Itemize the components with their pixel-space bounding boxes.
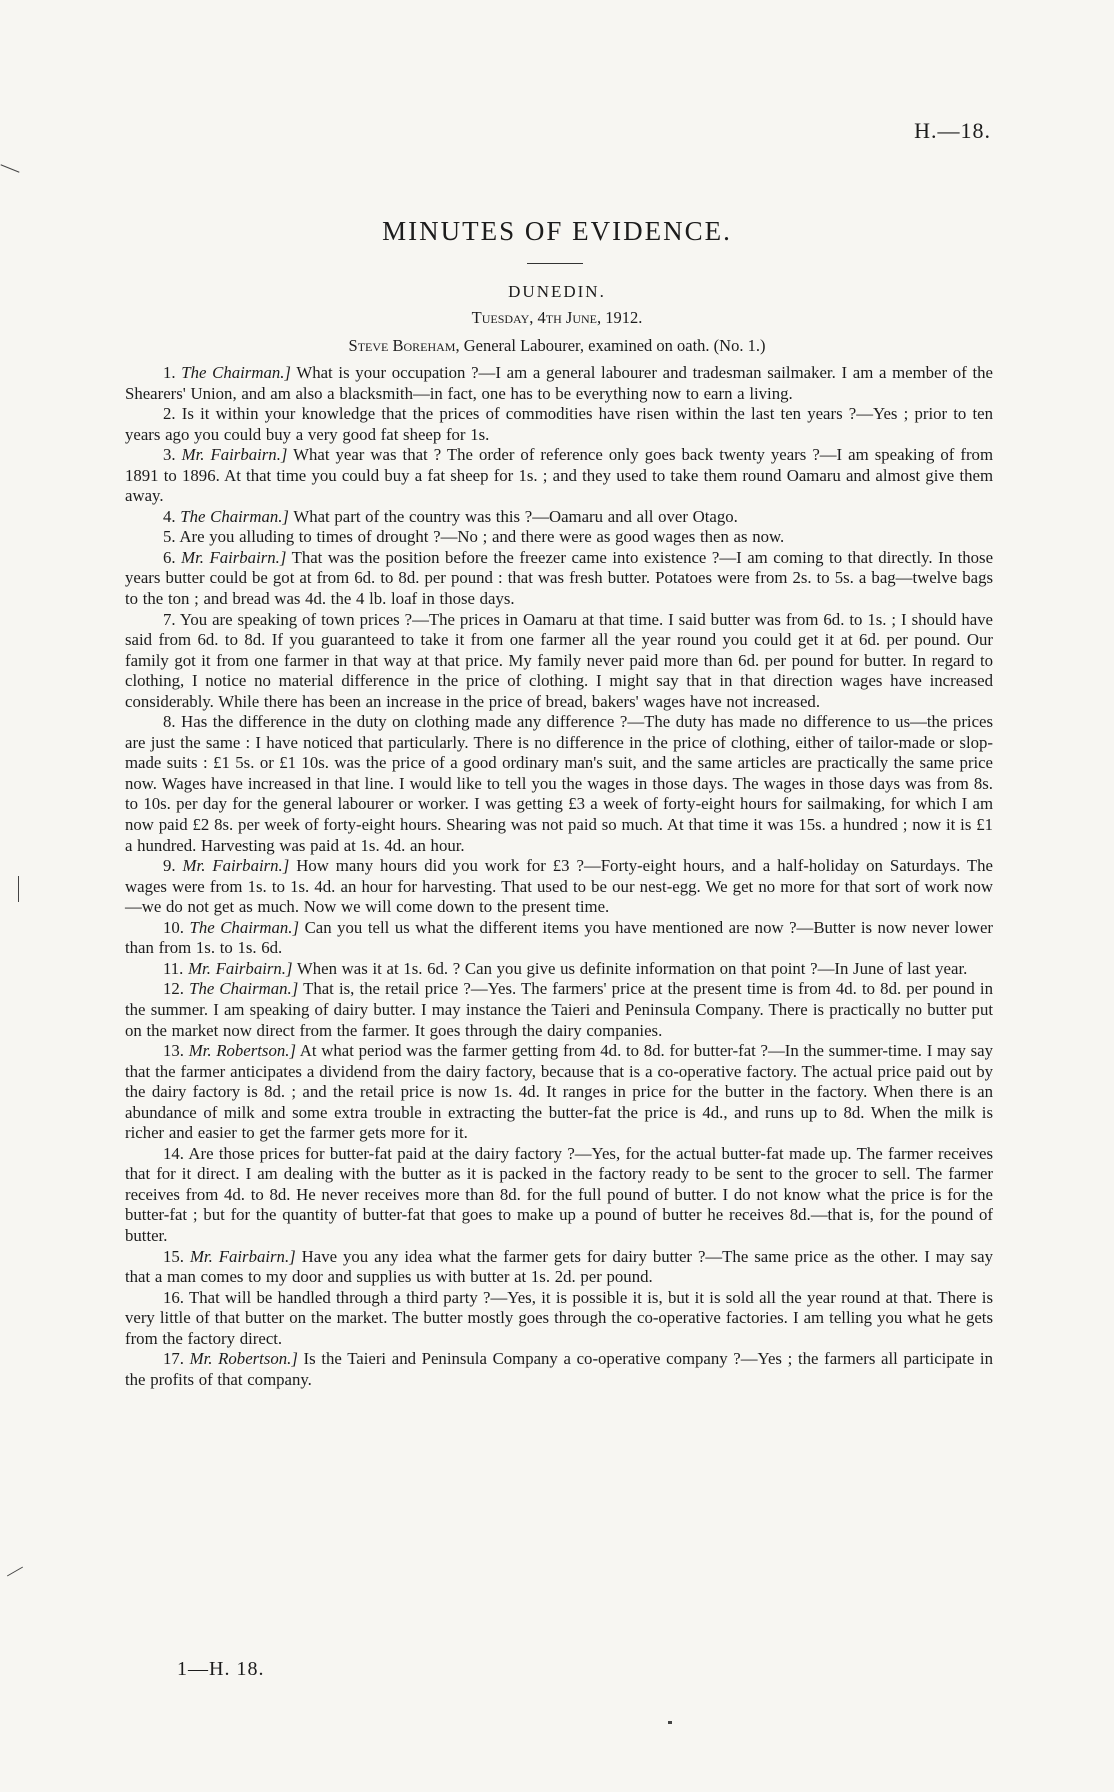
scan-mark	[7, 1567, 23, 1577]
question-text: What year was that ? The order of reference only goes back twenty years ?—I am speaking of from 1891 to 1896. At that time you could buy a fat sheep for 1s. ; and they used to take them round Oamaru and almost give them away.	[125, 445, 993, 506]
speaker-label: The Chairman.]	[189, 979, 299, 999]
question-number: 11.	[163, 958, 184, 978]
question-number: 10.	[163, 917, 184, 937]
evidence-paragraph	[125, 1041, 993, 1144]
speaker-label: The Chairman.]	[181, 363, 291, 382]
evidence-body	[125, 363, 993, 1390]
question-number: 2.	[163, 404, 176, 424]
question-text: Are you alluding to times of drought ?—No ; and there were as good wages then as now.	[175, 527, 785, 547]
question-text: That is, the retail price ?—Yes. The farmers' price at the present time is from 4d. to 8d. per pound in the summer. I am speaking of dairy butter. I may instance the Taieri and Peninsula Company. There is practically no butter put on the market now direct from the farmer. It goes through the dairy companies.	[125, 979, 993, 1040]
page-reference: H.—18.	[914, 118, 991, 143]
scan-mark	[668, 1721, 672, 1724]
question-text: At what period was the farmer getting from 4d. to 8d. for butter-fat ?—In the summer-time. I may say that the farmer anticipates a dividend from the dairy factory, because that is a co-operative factory. The actual price paid out by the dairy factory is 8d. ; and the retail price is now 1s. 4d. It ranges in price for the butter in the factory. When there is an abundance of milk and some extra trouble in extracting the butter-fat the price is 4d., and runs up to 8d. When the milk is richer and easier to get the farmer gets more for it.	[125, 1041, 993, 1143]
question-text: Has the difference in the duty on clothing made any difference ?—The duty has made no difference to us—the prices are just the same : I have noticed that particularly. There is no difference in the price of clothing, either of tailor-made or slop-made suits : £1 5s. or £1 10s. was the price of a good ordinary man's suit, and the same articles are practically the same price now. Wages have increased in that line. I would like to tell you the wages in those days. The wages in those days was from 8s. to 10s. per day for the general labourer or worker. I was getting £3 a week of forty-eight hours for sailmaking, for which I am now paid £2 8s. per week of forty-eight hours. Shearing was not paid so much. At that time it was 15s. a hundred ; now it is £1 a hundred. Harvesting was paid at 1s. 4d. an hour.	[125, 712, 993, 855]
evidence-paragraph	[125, 363, 993, 404]
question-number: 8.	[163, 712, 176, 732]
question-text: What is your occupation ?—I am a general labourer and tradesman sailmaker. I am a member of the Shearers' Union, and am also a blacksmith—in fact, one has to be everything now to earn a living.	[125, 363, 993, 403]
evidence-paragraph	[125, 1288, 993, 1350]
question-number: 14.	[163, 1143, 184, 1163]
evidence-paragraph	[125, 404, 993, 445]
evidence-paragraph	[125, 959, 993, 980]
question-number: 15.	[163, 1246, 184, 1266]
evidence-paragraph	[125, 856, 993, 918]
title-divider	[527, 263, 583, 264]
scan-mark	[1, 164, 20, 172]
scan-mark	[18, 876, 19, 902]
question-text: Is the Taieri and Peninsula Company a co-operative company ?—Yes ; the farmers all participate in the profits of that company.	[125, 1349, 993, 1389]
evidence-paragraph	[125, 1247, 993, 1288]
sheet-reference: 1—H. 18.	[177, 1658, 265, 1680]
speaker-label: Mr. Fairbairn.]	[181, 547, 287, 567]
question-number: 6.	[163, 547, 176, 567]
evidence-paragraph	[125, 712, 993, 856]
question-number: 12.	[163, 979, 184, 999]
question-number: 4.	[163, 506, 176, 526]
place-heading: DUNEDIN.	[508, 282, 606, 301]
question-number: 7.	[163, 609, 176, 629]
speaker-label: Mr. Fairbairn.]	[189, 1246, 296, 1266]
witness-heading	[0, 336, 1114, 356]
question-text: You are speaking of town prices ?—The prices in Oamaru at that time. I said butter was from 6d. to 1s. ; I should have said from 6d. to 8d. If you guaranteed to take it from one farmer all the year round you could get it at 6d. per pound. Our family got it from one farmer in that way at that price. My family never paid more than 6d. per pound for butter. In regard to clothing, I notice no material difference in the price of clothing. I might say that in that direction wages have increased considerably. While there has been an increase in the price of bread, bakers' wages have not increased.	[125, 609, 993, 711]
evidence-paragraph	[125, 918, 993, 959]
question-number: 16.	[163, 1287, 184, 1307]
evidence-paragraph	[125, 1349, 993, 1390]
speaker-label: The Chairman.]	[180, 506, 289, 526]
question-number: 13.	[163, 1041, 184, 1061]
question-number: 9.	[163, 856, 176, 876]
evidence-paragraph	[125, 527, 993, 548]
question-text: Have you any idea what the farmer gets for dairy butter ?—The same price as the other. I may say that a man comes to my door and supplies us with butter at 1s. 2d. per pound.	[125, 1246, 994, 1287]
speaker-label: Mr. Robertson.]	[188, 1041, 296, 1061]
question-number: 17.	[163, 1349, 184, 1369]
speaker-label: The Chairman.]	[189, 917, 300, 937]
question-number: 1.	[163, 363, 176, 382]
question-text: Can you tell us what the different items you have mentioned are now ?—Butter is now never lower than from 1s. to 1s. 6d.	[125, 917, 993, 958]
evidence-paragraph	[125, 610, 993, 713]
speaker-label: Mr. Fairbairn.]	[182, 856, 290, 876]
question-text: What part of the country was this ?—Oamaru and all over Otago.	[288, 506, 738, 526]
evidence-paragraph	[125, 548, 993, 610]
question-text: That will be handled through a third party ?—Yes, it is possible it is, but it is sold all the year round at that. There is very little of that butter on the market. The butter mostly goes through the co-operative factories. I am telling you what he gets from the factory direct.	[125, 1287, 993, 1348]
speaker-label: Mr. Fairbairn.]	[181, 445, 288, 465]
question-text: Are those prices for butter-fat paid at the dairy factory ?—Yes, for the actual butter-fat made up. The farmer receives that for it direct. I am dealing with the butter as it is packed in the factory ready to be sent to the grocer to sell. The farmer receives from 4d. to 8d. He never receives more than 8d. for the full pound of butter. I do not know what the price is for the butter-fat ; but for the quantity of butter-fat that goes to make up a pound of butter he receives 8d.—that is, for the pound of butter.	[125, 1143, 993, 1245]
document-title: MINUTES OF EVIDENCE.	[382, 216, 732, 246]
evidence-paragraph	[125, 507, 993, 528]
question-text: How many hours did you work for £3 ?—Forty-eight hours, and a half-holiday on Saturdays. The wages were from 1s. to 1s. 4d. an hour for harvesting. That used to be our nest-egg. We get no more for that sort of work now—we do not get as much. Now we will come down to the present time.	[125, 856, 994, 917]
witness-name: Steve Boreham	[348, 336, 456, 355]
evidence-paragraph	[125, 445, 993, 507]
evidence-paragraph	[125, 1144, 993, 1247]
speaker-label: Mr. Robertson.]	[189, 1349, 298, 1369]
question-text: When was it at 1s. 6d. ? Can you give us definite information on that point ?—In June of last year.	[292, 958, 968, 978]
question-number: 5.	[163, 527, 176, 547]
witness-description: , General Labourer, examined on oath. (No. 1.)	[455, 336, 766, 355]
question-number: 3.	[163, 445, 176, 465]
evidence-paragraph	[125, 979, 993, 1041]
date-heading: Tuesday, 4th June, 1912.	[471, 308, 643, 327]
question-text: That was the position before the freezer came into existence ?—I am coming to that directly. In those years butter could be got at from 6d. to 8d. per pound : that was fresh butter. Potatoes were from 2s. to 5s. a bag—twelve bags to the ton ; and bread was 4d. the 4 lb. loaf in those days.	[125, 547, 994, 609]
question-text: Is it within your knowledge that the prices of commodities have risen within the last ten years ?—Yes ; prior to ten years ago you could buy a very good fat sheep for 1s.	[125, 404, 993, 444]
speaker-label: Mr. Fairbairn.]	[188, 958, 293, 978]
